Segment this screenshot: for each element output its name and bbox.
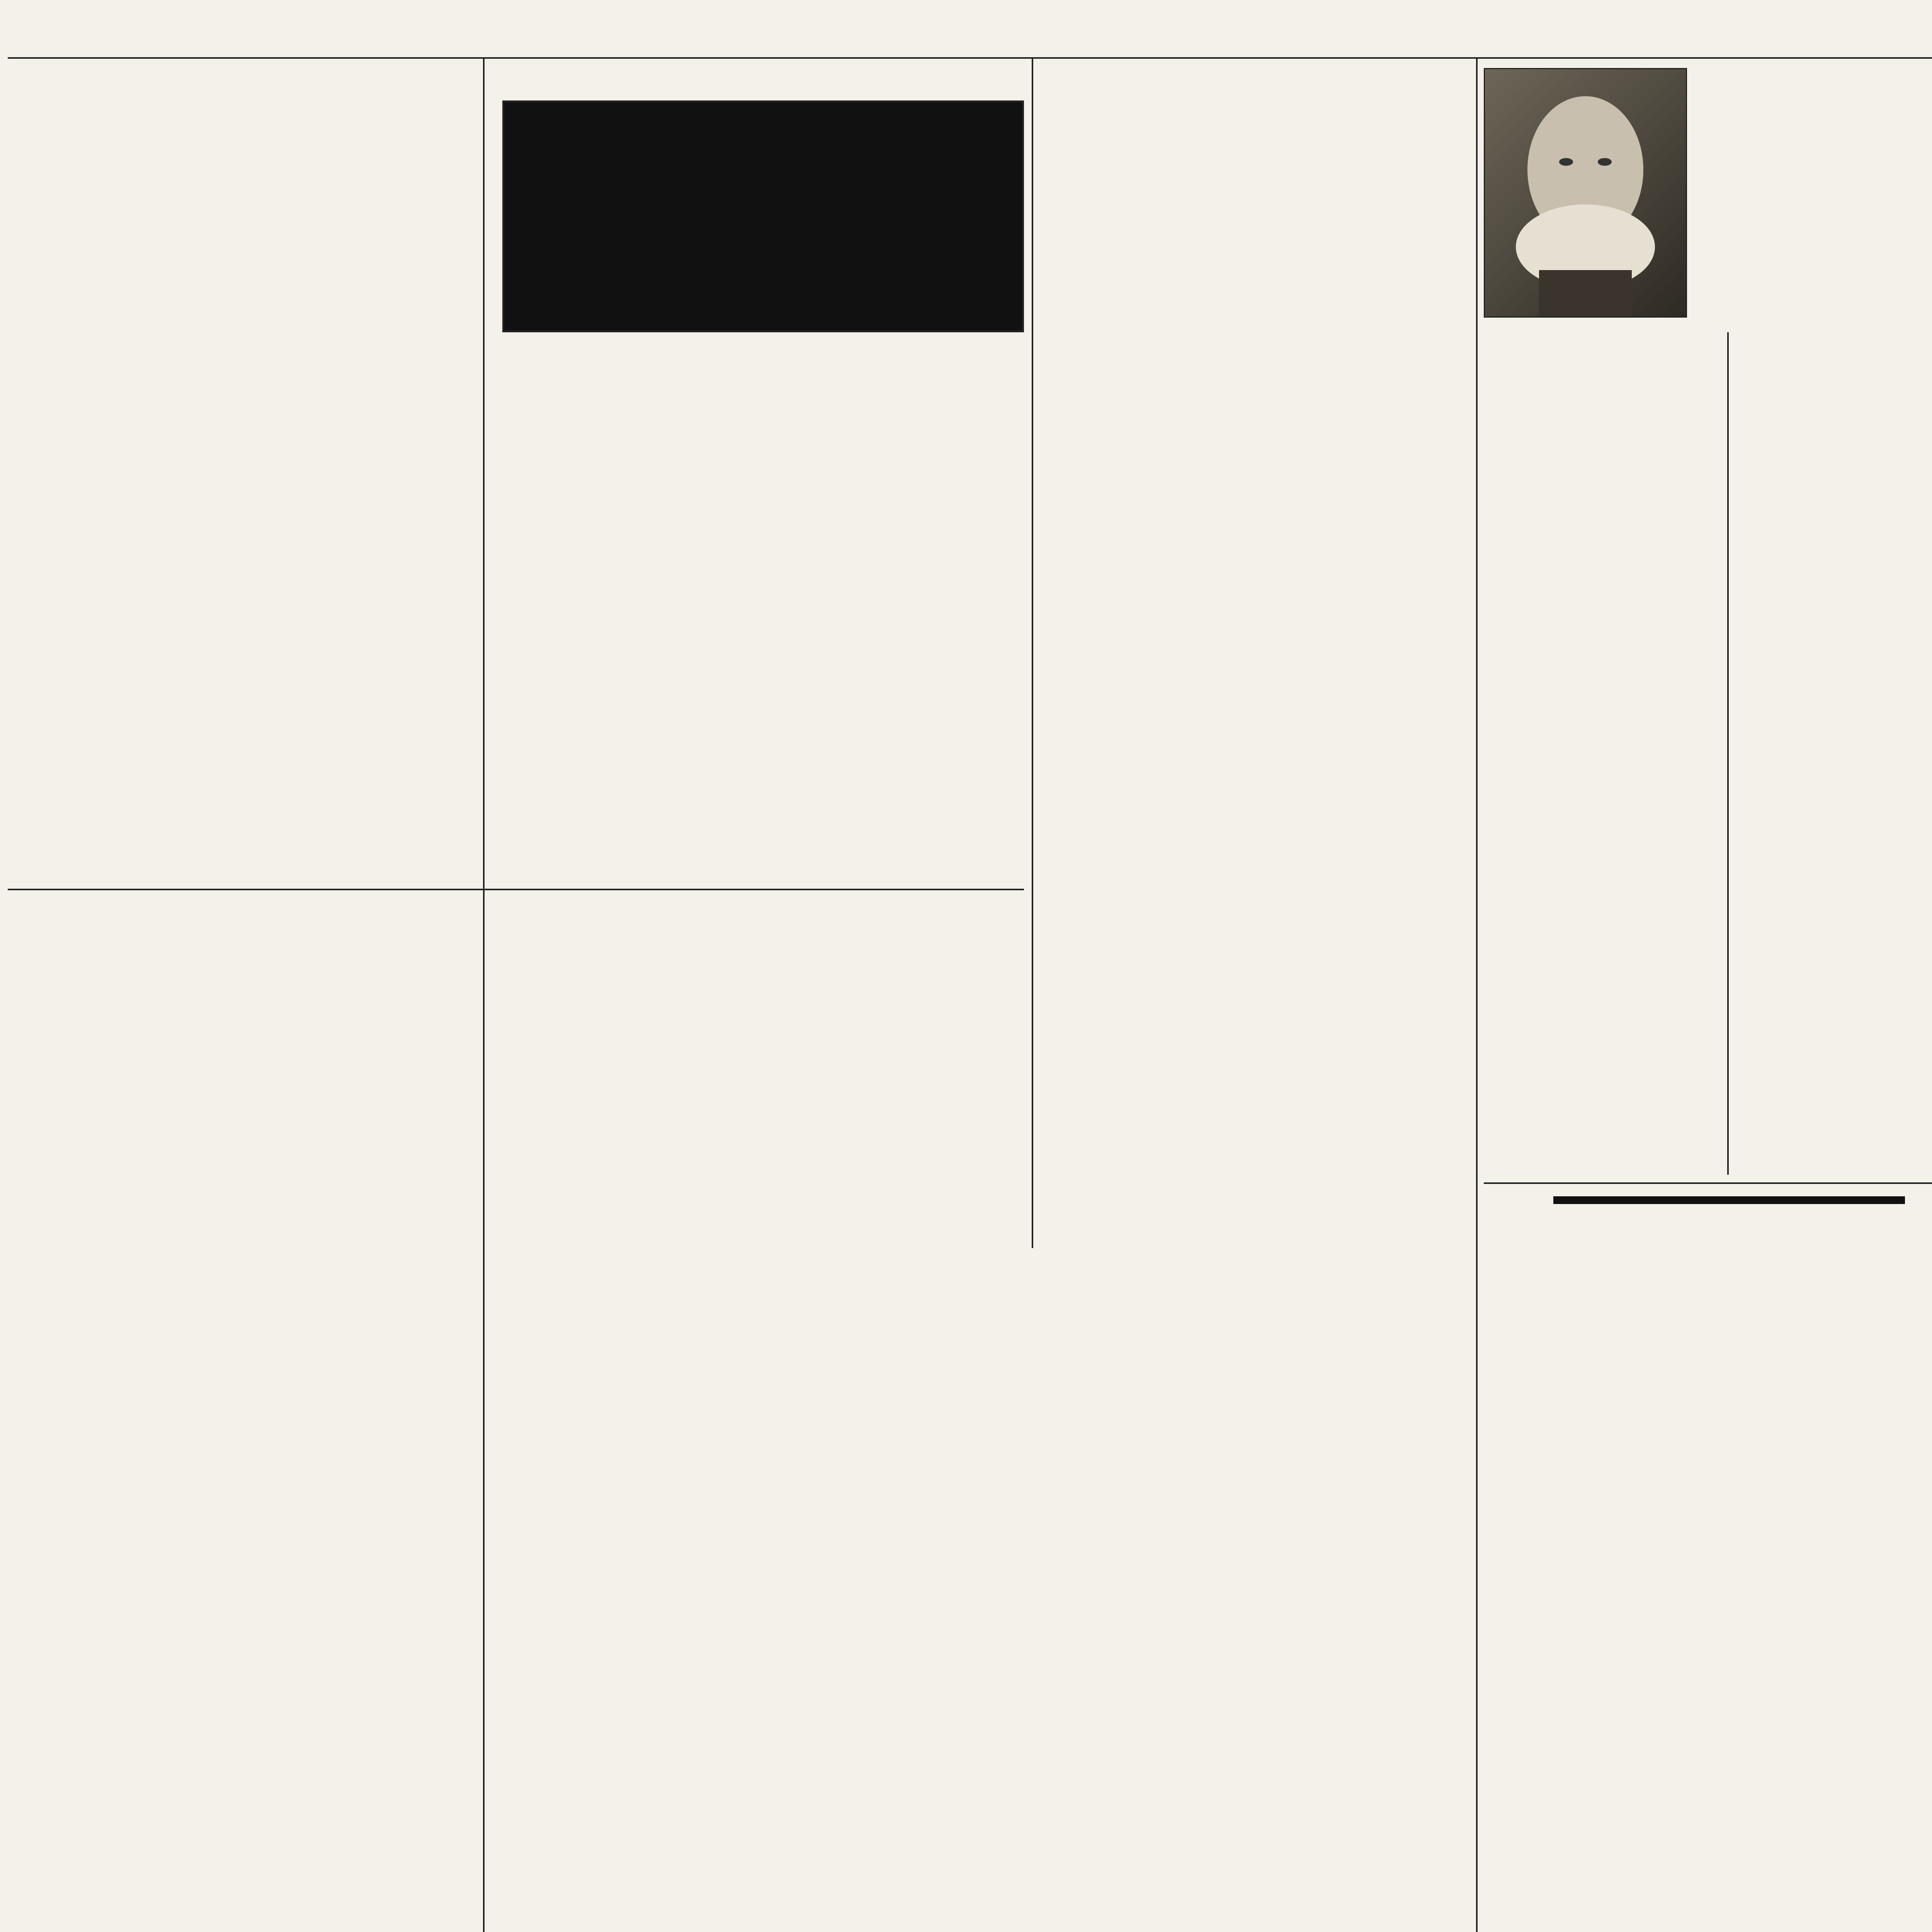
article-omiros bbox=[1484, 1190, 1932, 1212]
portrait-icon bbox=[1485, 69, 1686, 316]
mavilis-column-b bbox=[1735, 340, 1932, 350]
omiros-title bbox=[1553, 1196, 1905, 1204]
mavilis-column-a bbox=[1484, 332, 1723, 342]
article-mavilis bbox=[1484, 62, 1932, 318]
article-protochronia bbox=[8, 900, 475, 910]
omiros-text bbox=[1484, 1352, 1932, 1362]
article-protochronia-cont bbox=[491, 900, 1024, 910]
portrait-image bbox=[1484, 68, 1687, 318]
article-interior-ministry bbox=[8, 66, 475, 79]
serial-title-box bbox=[502, 100, 1024, 332]
article-interior-ministry-cont bbox=[491, 66, 1024, 76]
serial-story bbox=[1039, 332, 1468, 342]
